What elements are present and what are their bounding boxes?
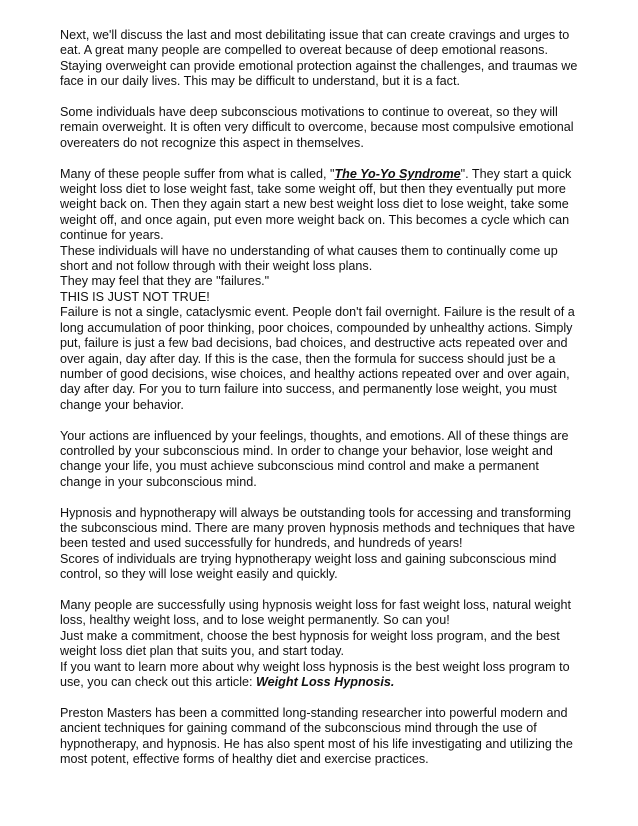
yo-yo-intro-before: Many of these people suffer from what is called, " xyxy=(60,166,335,181)
failures-line: They may feel that they are "failures." xyxy=(60,274,270,289)
commitment-line: Just make a commitment, choose the best hypnosis for weight loss program, and the best weight loss diet plan that suits you, and start today. xyxy=(60,628,560,659)
weight-loss-hypnosis-link[interactable]: Weight Loss Hypnosis. xyxy=(256,674,395,689)
no-understanding-line: These individuals will have no understanding of what causes them to continually come up short and not follow through with their weight loss plans. xyxy=(60,243,558,274)
learn-more-line xyxy=(60,660,578,691)
paragraph-subconscious-motivations: Some individuals have deep subconscious motivations to continue to overeat, so they will remain overweight. It is often very difficult to overcome, because most compulsive emotional overeaters do not recognize this aspect in themselves. xyxy=(60,105,574,150)
paragraph-hypnosis-tools xyxy=(60,506,578,583)
paragraph-successful-hypnosis xyxy=(60,598,578,690)
yo-yo-intro xyxy=(60,167,578,244)
hypnotherapy-scores-line: Scores of individuals are trying hypnotherapy weight loss and gaining subconscious mind control, so they will lose weight easily and quickly. xyxy=(60,551,557,582)
not-true-line: THIS IS JUST NOT TRUE! xyxy=(60,289,210,304)
document-page xyxy=(60,28,578,783)
paragraph-yo-yo-syndrome xyxy=(60,167,578,414)
hypnosis-tools-line: Hypnosis and hypnotherapy will always be outstanding tools for accessing and transforming the subconscious mind. There are many proven hypnosis methods and techniques that have been tested and used successfully for hundreds, and hundreds of years! xyxy=(60,505,576,551)
failure-explanation-line: Failure is not a single, cataclysmic event. People don't fail overnight. Failure is the result of a long accumulation of poor thinking, poor choices, compounded by unhealthy actions. Simply put, failure is just a few bad decisions, bad choices, and destructive acts repeated over and over again, day after day. If this is the case, then the formula for success should just be a number of good decisions, wise choices, and healthy actions repeated over and over again, day after day. For you to turn failure into success, and permanently lose weight, you must change your behavior. xyxy=(60,305,575,412)
yo-yo-syndrome-link[interactable]: The Yo-Yo Syndrome xyxy=(334,166,461,181)
learn-more-text: If you want to learn more about why weight loss hypnosis is the best weight loss program to use, you can check out this article: xyxy=(60,659,570,689)
yo-yo-intro-after: ". They start a quick weight loss diet to lose weight fast, take some weight off, but then they eventually put more weight back on. Then they again start a new best weight loss diet to lose weight, take some weight off, and once again, put even more weight back on. This becomes a cycle which can continue for years. xyxy=(60,166,572,243)
successful-hypnosis-line: Many people are successfully using hypnosis weight loss for fast weight loss, natural weight loss, healthy weight loss, and to lose weight permanently. So can you! xyxy=(60,597,572,628)
paragraph-actions-influenced: Your actions are influenced by your feelings, thoughts, and emotions. All of these things are controlled by your subconscious mind. In order to change your behavior, lose weight and change your life, you must achieve subconscious mind control and make a permanent change in your subconscious mind. xyxy=(60,428,569,489)
paragraph-author-bio: Preston Masters has been a committed long-standing researcher into powerful modern and ancient techniques for gaining command of the subconscious mind through the use of hypnotherapy, and hypnosis. He has also spent most of his life investigating and utilizing the most potent, effective forms of healthy diet and exercise practices. xyxy=(60,705,573,766)
paragraph-emotional-overeating: Next, we'll discuss the last and most debilitating issue that can create cravings and urges to eat. A great many people are compelled to overeat because of deep emotional reasons. Staying overweight can provide emotional protection against the challenges, and traumas we face in our daily lives. This may be difficult to understand, but it is a fact. xyxy=(60,28,578,89)
